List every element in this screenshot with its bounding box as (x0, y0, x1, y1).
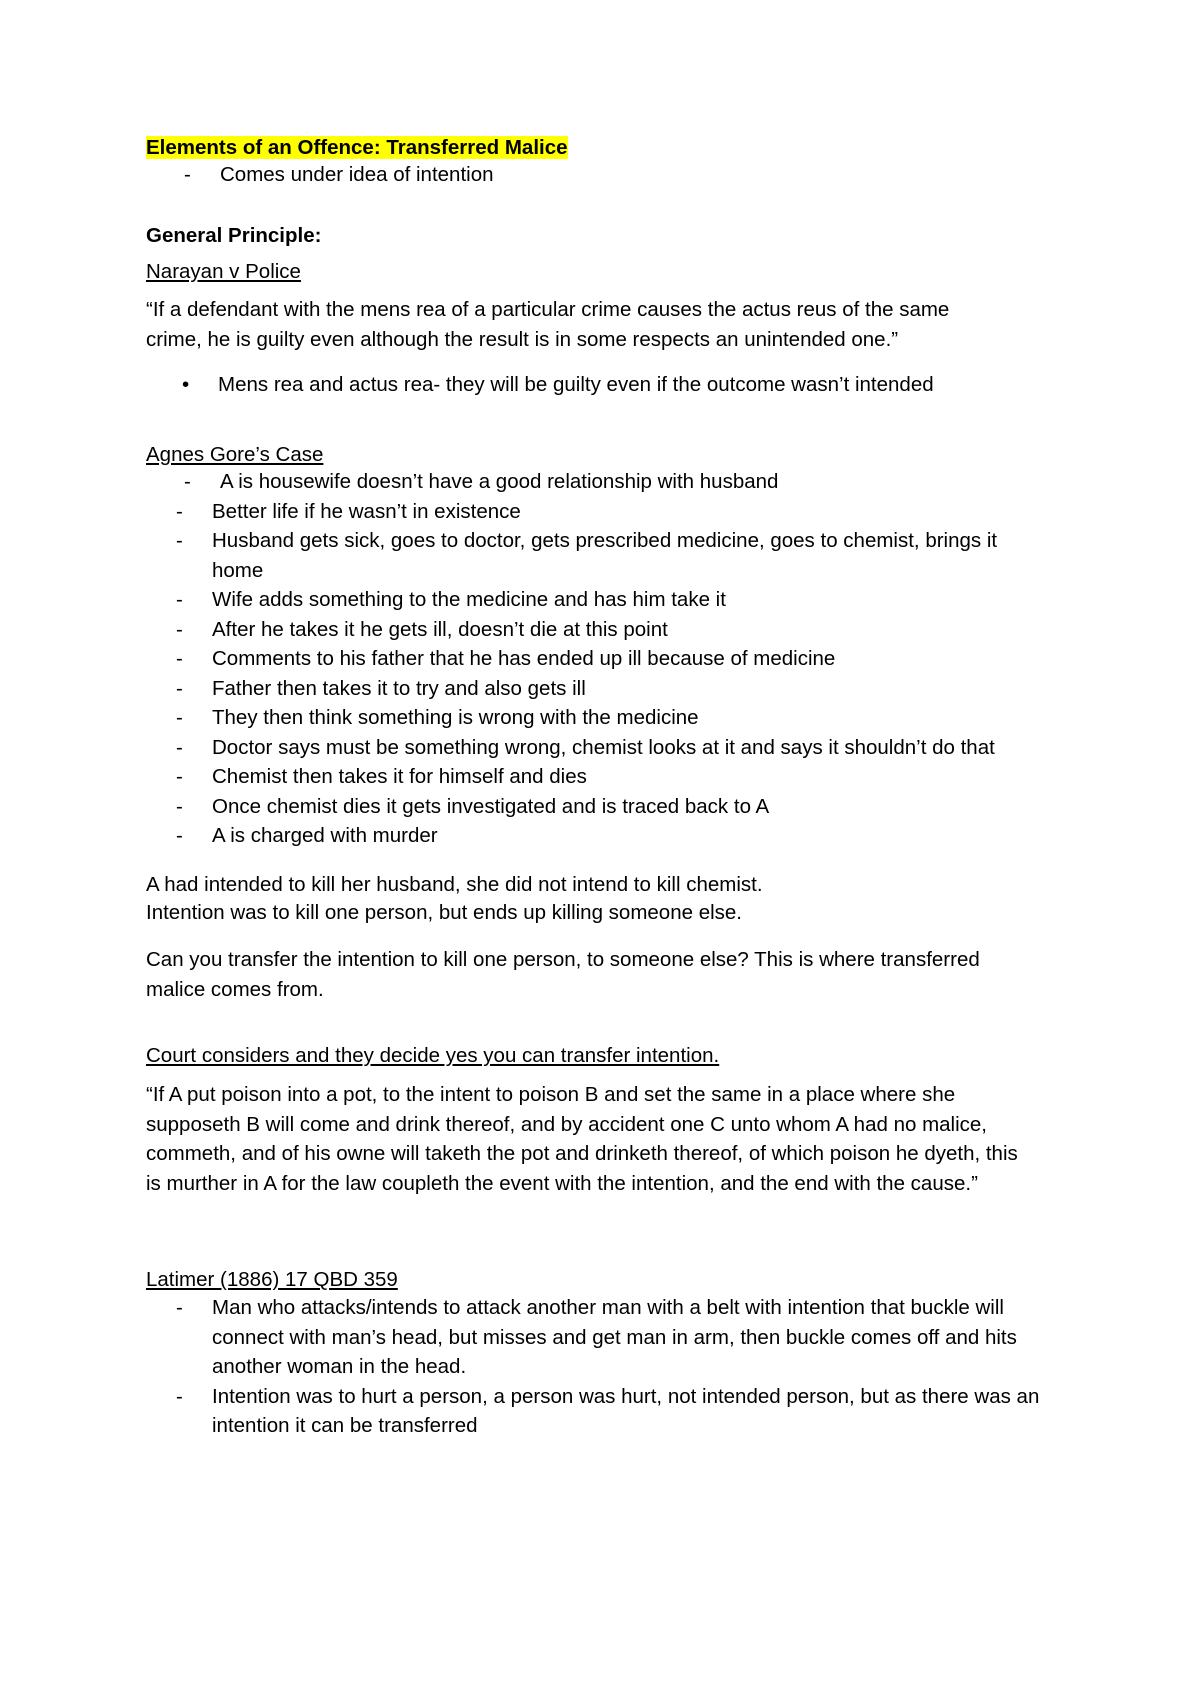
transfer-question: Can you transfer the intention to kill one person, to someone else? This is where transferred malice comes from. (146, 948, 980, 1001)
dash-marker: - (184, 470, 191, 493)
list-item-text: Doctor says must be something wrong, chemist looks at it and says it shouldn’t do that (212, 735, 995, 759)
general-principle-heading: General Principle: (146, 224, 322, 247)
bullet-marker: • (182, 373, 190, 396)
latimer-list (146, 1293, 1076, 1441)
agnes-summary-line-1: A had intended to kill her husband, she did not intend to kill chemist. (146, 873, 763, 896)
list-item (146, 585, 1076, 615)
dash-marker: - (176, 647, 183, 670)
list-item (146, 615, 1076, 645)
list-item (146, 497, 1076, 527)
list-item (146, 762, 1076, 792)
list-item-text: Intention was to hurt a person, a person was hurt, not intended person, but as there was an intention it can be transferred (212, 1384, 1040, 1437)
dash-marker: - (176, 794, 183, 818)
dash-marker: - (176, 529, 183, 552)
agnes-summary-line-2: Intention was to kill one person, but ends up killing someone else. (146, 901, 743, 924)
document-title (146, 133, 568, 163)
dash-marker: - (176, 765, 183, 788)
list-item (146, 733, 1002, 763)
list-item-text: Comments to his father that he has ended up ill because of medicine (212, 647, 836, 670)
dash-marker: - (176, 499, 183, 523)
dash-marker: - (176, 588, 183, 611)
list-item (146, 467, 1076, 497)
list-item (146, 703, 1076, 733)
dash-marker: - (176, 824, 183, 847)
list-item-text: A is charged with murder (212, 824, 438, 847)
list-item (146, 674, 1076, 704)
list-item (146, 526, 1032, 585)
document-page (146, 0, 1076, 1698)
list-item-text: Chemist then takes it for himself and dies (212, 765, 587, 788)
bullet-text: Mens rea and actus rea- they will be guilty even if the outcome wasn’t intended (218, 373, 934, 396)
list-item-text: They then think something is wrong with the medicine (212, 706, 699, 729)
title-highlight: Elements of an Offence: Transferred Malice (146, 136, 568, 159)
case-name-agnes-gore: Agnes Gore’s Case (146, 443, 324, 466)
court-decision-heading: Court considers and they decide yes you can transfer intention. (146, 1044, 720, 1067)
case-name-narayan: Narayan v Police (146, 260, 301, 283)
dash-marker: - (176, 1296, 183, 1319)
court-quote: “If A put poison into a pot, to the intent to poison B and set the same in a place where she supposeth B will come and drink thereof, and by accident one C unto whom A had no malice, commeth, and of his owne will taketh the pot and drinketh thereof, of which poison he dyeth, this is murther in A for the law coupleth the event with the intention, and the end with the cause.” (146, 1083, 1018, 1195)
dash-marker: - (184, 163, 191, 186)
list-item-text: Once chemist dies it gets investigated and is traced back to A (212, 794, 770, 818)
list-item-text: Father then takes it to try and also gets ill (212, 676, 586, 700)
dash-marker: - (176, 617, 183, 641)
list-item-text: After he takes it he gets ill, doesn’t die at this point (212, 617, 668, 641)
dash-marker: - (176, 735, 183, 759)
dash-marker: - (176, 706, 183, 729)
narayan-quote: “If a defendant with the mens rea of a particular crime causes the actus reus of the same crime, he is guilty even although the result is in some respects an unintended one.” (146, 298, 950, 351)
list-item-text: A is housewife doesn’t have a good relationship with husband (220, 470, 779, 493)
list-item-text: Comes under idea of intention (220, 163, 494, 186)
list-item-text: Husband gets sick, goes to doctor, gets prescribed medicine, goes to chemist, brings it home (212, 529, 998, 582)
agnes-gore-list (146, 467, 1076, 851)
dash-marker: - (176, 1384, 183, 1408)
list-item-text: Man who attacks/intends to attack another man with a belt with intention that buckle will connect with man’s head, but misses and get man in arm, then buckle comes off and hits another woman in the head. (212, 1296, 1017, 1378)
dash-marker: - (176, 676, 183, 700)
list-item (146, 1382, 1062, 1441)
list-item-text: Better life if he wasn’t in existence (212, 499, 521, 523)
intro-list (146, 160, 1076, 190)
list-item (146, 160, 1076, 190)
list-item (146, 644, 1076, 674)
case-name-latimer: Latimer (1886) 17 QBD 359 (146, 1268, 398, 1291)
list-item-text: Wife adds something to the medicine and has him take it (212, 588, 726, 611)
list-item (146, 1293, 1062, 1382)
list-item (146, 792, 1076, 822)
list-item (146, 821, 1076, 851)
